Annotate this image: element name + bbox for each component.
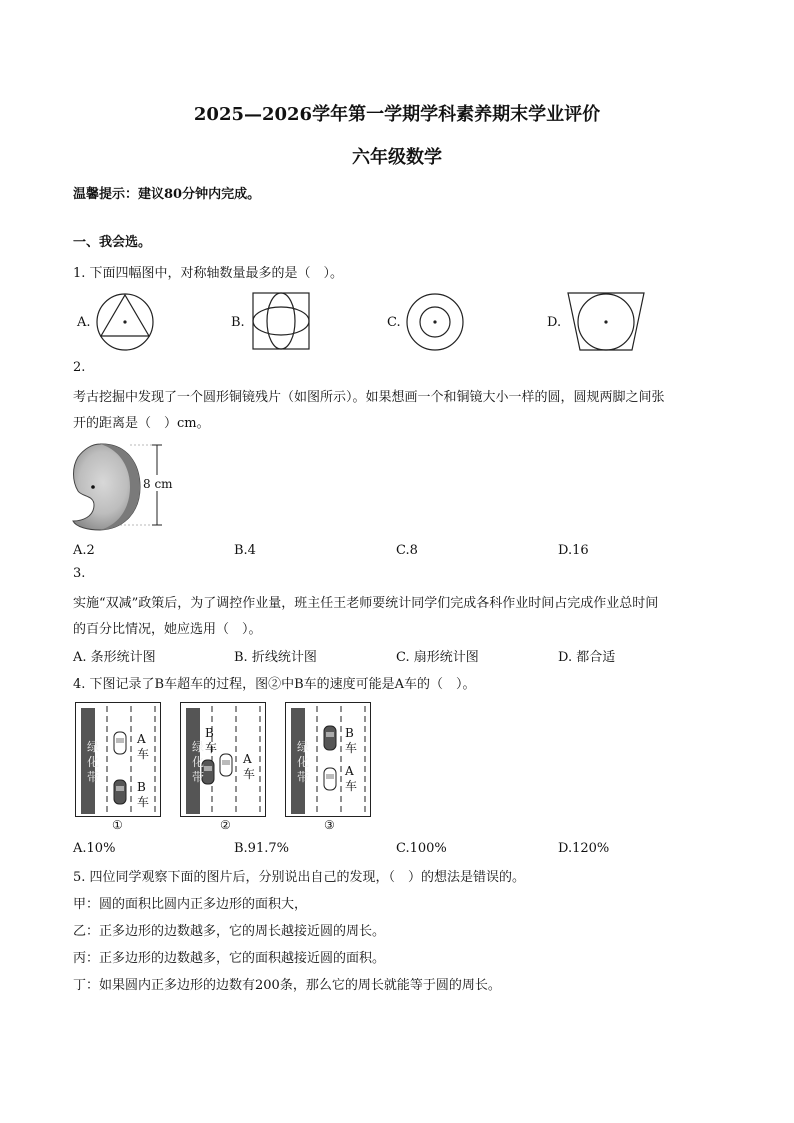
panel-number-3: ③ <box>324 818 335 832</box>
green-belt-label-2: 绿化带 <box>192 740 205 784</box>
car-b-label-3: B车 <box>345 726 358 755</box>
question-1-stem: 1. 下面四幅图中，对称轴数量最多的是（ ）。 <box>73 266 344 281</box>
q3-option-a[interactable]: A. 条形统计图 <box>73 650 156 665</box>
q3-option-c[interactable]: C. 扇形统计图 <box>396 650 479 665</box>
q2-option-d[interactable]: D.16 <box>558 543 589 558</box>
car-a-label-1: A车 <box>137 732 150 761</box>
green-belt-label-3: 绿化带 <box>297 740 310 784</box>
question-3-number: 3. <box>73 566 86 581</box>
panel-number-1: ① <box>112 818 123 832</box>
question-3-stem-line2: 的百分比情况，她应选用（ ）。 <box>73 622 262 637</box>
question-4-stem: 4. 下图记录了B车超车的过程，图②中B车的速度可能是A车的（ ）。 <box>73 677 476 692</box>
question-5-stem: 5. 四位同学观察下面的图片后，分别说出自己的发现，（ ）的想法是错误的。 <box>73 870 526 885</box>
page-title: 2025—2026学年第一学期学科素养期末学业评价 <box>193 104 601 125</box>
car-a-label-3: A车 <box>345 764 358 793</box>
section-heading: 一、我会选。 <box>73 235 152 250</box>
question-2-stem-line2: 开的距离是（ ）cm。 <box>73 416 210 431</box>
q5-statement-yi: 乙：正多边形的边数越多，它的周长越接近圆的周长。 <box>73 924 386 939</box>
q1-figure-b <box>252 292 310 350</box>
q1-option-d[interactable]: D. <box>547 315 562 330</box>
q4-option-d[interactable]: D.120% <box>558 841 610 856</box>
car-b-label-1: B车 <box>137 780 150 809</box>
question-2-stem-line1: 考古挖掘中发现了一个圆形铜镜残片（如图所示）。如果想画一个和铜镜大小一样的圆，圆规两脚之间张 <box>73 390 665 405</box>
q3-option-d[interactable]: D. 都合适 <box>558 650 616 665</box>
page-subtitle: 六年级数学 <box>352 147 442 168</box>
q5-statement-jia: 甲：圆的面积比圆内正多边形的面积大， <box>73 897 308 912</box>
tip-text: 温馨提示：建议80分钟内完成。 <box>73 187 261 202</box>
q4-option-b[interactable]: B.91.7% <box>234 841 289 856</box>
q5-statement-ding: 丁：如果圆内正多边形的边数有200条，那么它的周长就能等于圆的周长。 <box>73 978 501 993</box>
q4-option-c[interactable]: C.100% <box>396 841 447 856</box>
q2-option-b[interactable]: B.4 <box>234 543 256 558</box>
q1-option-c[interactable]: C. <box>387 315 401 330</box>
q3-option-b[interactable]: B. 折线统计图 <box>234 650 317 665</box>
question-2-number: 2. <box>73 360 86 375</box>
q1-figure-c <box>405 292 465 352</box>
q2-option-c[interactable]: C.8 <box>396 543 418 558</box>
car-a-label-2: A车 <box>243 752 256 781</box>
q4-option-a[interactable]: A.10% <box>73 841 116 856</box>
q1-option-a[interactable]: A. <box>77 315 91 330</box>
q1-figure-d <box>567 292 645 352</box>
q5-statement-bing: 丙：正多边形的边数越多，它的面积越接近圆的面积。 <box>73 951 386 966</box>
q1-figure-a <box>95 292 155 352</box>
q1-option-b[interactable]: B. <box>231 315 245 330</box>
car-b-label-2: B车 <box>205 726 218 755</box>
panel-number-2: ② <box>220 818 231 832</box>
green-belt-label-1: 绿化带 <box>87 740 100 784</box>
question-3-stem-line1: 实施“双减”政策后，为了调控作业量，班主任王老师要统计同学们完成各科作业时间占完成作业总时间 <box>73 596 659 611</box>
mirror-dimension-label: 8 cm <box>143 477 173 491</box>
q2-option-a[interactable]: A.2 <box>73 543 95 558</box>
